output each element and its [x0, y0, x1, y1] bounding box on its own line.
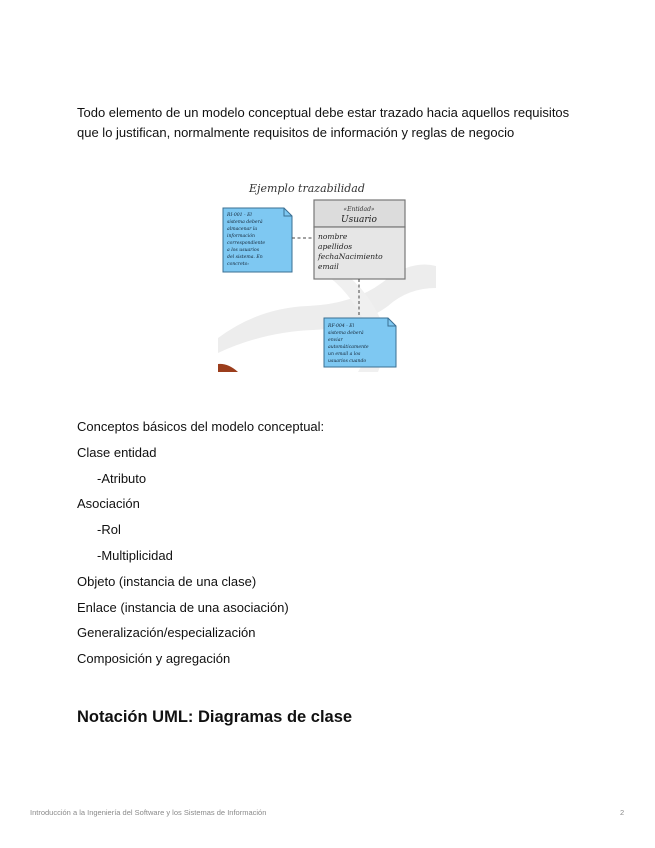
note2-line: automáticamente	[328, 345, 369, 350]
note1-line: del sistema. En	[227, 255, 263, 260]
concept-item: Enlace (instancia de una asociación)	[77, 599, 289, 615]
note2-line: sistema deberá	[328, 331, 364, 336]
class-attribute: nombre	[318, 232, 348, 241]
class-attribute: email	[318, 262, 339, 271]
traceability-diagram	[218, 178, 436, 372]
class-stereotype: «Entidad»	[343, 206, 375, 213]
concept-item: Conceptos básicos del modelo conceptual:	[77, 419, 325, 434]
section-heading: Notación UML: Diagramas de clase	[77, 708, 353, 726]
concept-item: Objeto (instancia de una clase)	[77, 573, 257, 589]
concept-item: Asociación	[77, 496, 140, 512]
note2-line: RF-004 - El	[328, 324, 355, 329]
note2-line: enviar	[328, 338, 343, 343]
note1-line: almacenar la	[227, 227, 258, 232]
class-name: Usuario	[341, 215, 377, 225]
note1-line: concreto:	[227, 262, 249, 267]
note1-line: sistema deberá	[227, 220, 263, 225]
page-number: 2	[620, 808, 625, 817]
footer-text: Introducción a la Ingeniería del Software y los Sistemas de Información	[30, 808, 267, 817]
note2-line: usuarios cuando	[328, 359, 367, 364]
class-attribute: apellidos	[318, 242, 353, 251]
intro-paragraph: Todo elemento de un modelo conceptual debe estar trazado hacia aquellos requisitos que lo justifican, normalmente requisitos de información y reglas de negocio	[77, 105, 570, 140]
concept-item: Generalización/especialización	[77, 625, 256, 641]
concept-subitem: -Atributo	[97, 470, 147, 486]
class-attribute: fechaNacimiento	[318, 252, 383, 261]
traceability-figure	[218, 178, 436, 372]
corner-shape	[218, 364, 238, 372]
concept-subitem: -Multiplicidad	[97, 547, 173, 563]
concept-item: Clase entidad	[77, 444, 157, 460]
concept-item: Composición y agregación	[77, 651, 231, 667]
note1-line: RI-001 - El	[227, 213, 252, 218]
note1-line: información	[227, 234, 255, 239]
note2-line: un email a los	[328, 352, 361, 357]
concept-subitem: -Rol	[97, 522, 121, 538]
note1-line: correspondiente	[227, 241, 266, 246]
concepts-list	[77, 418, 577, 676]
note1-line: a los usuarios	[227, 248, 260, 253]
figure-title: Ejemplo trazabilidad	[249, 182, 365, 195]
